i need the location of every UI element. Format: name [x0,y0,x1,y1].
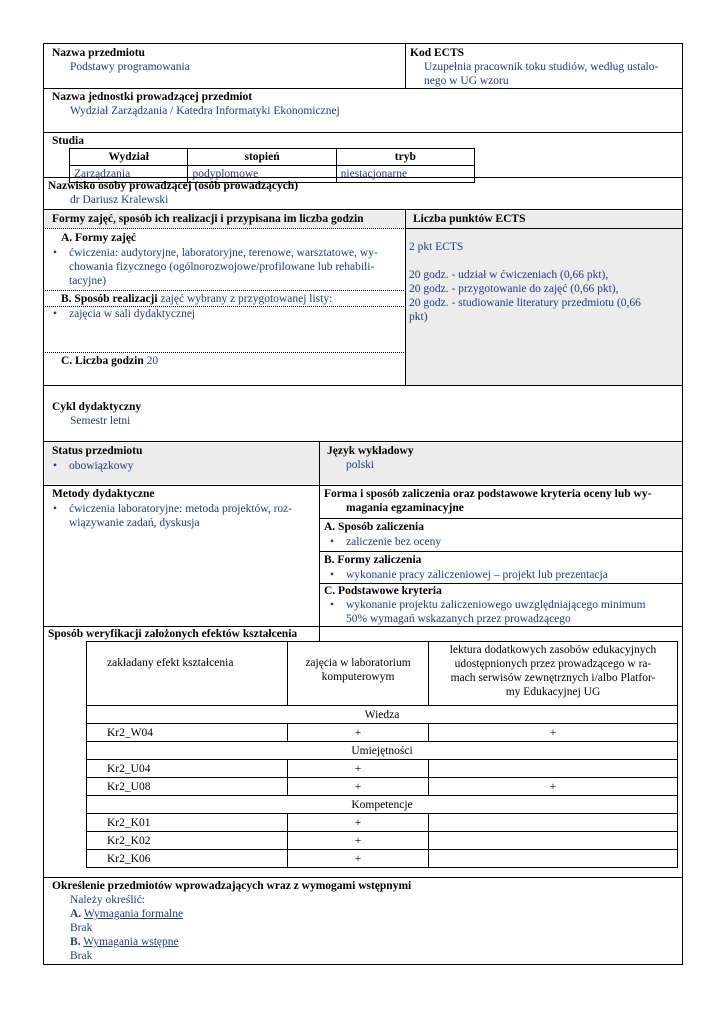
reading-mark [429,850,678,868]
divider [44,88,682,89]
forms-a-item: • ćwiczenia: audytoryjne, laboratoryjne, terenowe, warsztatowe, wy- chowania fizycznego (ogólnorozwojowe/profilowane lub rehabili- tacyjne) [69,246,399,288]
effect-code: Kr2_K01 [87,814,288,832]
language-label: Język wykładowy [327,445,414,457]
divider [406,228,682,229]
effect-code: Kr2_K06 [87,850,288,868]
verification-section-skills: Umiejętności [87,742,678,760]
lab-mark: + [288,778,429,796]
prerequisites-a: A. Wymagania formalne [70,908,184,920]
ects-label: Liczba punktów ECTS [413,213,526,225]
divider [44,385,682,386]
table-row [87,850,678,868]
reading-mark [429,814,678,832]
forms-a-label: A. Formy zajęć [61,232,137,244]
verification-section-knowledge: Wiedza [87,706,678,724]
assessment-a-value: • zaliczenie bez oceny [346,535,441,549]
ects-hours-1: 20 godz. - udział w ćwiczeniach (0,66 pkt), [409,269,609,281]
reading-mark: + [429,724,678,742]
reading-mark [429,760,678,778]
ects-hours-3: 20 godz. - studiowanie literatury przedmiotu (0,66 [409,297,641,309]
status-value: • obowiązkowy [69,459,134,473]
ects-hours-4: pkt) [409,311,428,323]
ects-code-value-cont: nego w UG wzoru [424,75,509,87]
lab-mark: + [288,814,429,832]
forms-b-row [61,292,332,306]
studies-header-faculty: Wydział [70,149,188,166]
lab-mark: + [288,832,429,850]
initial-requirements-link[interactable]: Wymagania wstępne [83,936,179,948]
prerequisites-intro: Należy określić: [70,894,146,906]
assessment-c-label: C. Podstawowe kryteria [324,585,442,597]
table-row [87,760,678,778]
divider [44,485,682,486]
status-label: Status przedmiotu [52,445,143,457]
divider [45,228,404,229]
reading-mark [429,832,678,850]
effect-code: Kr2_W04 [87,724,288,742]
forms-b-item: • zajęcia w sali dydaktycznej [69,307,195,321]
studies-header-degree: stopień [188,149,336,166]
effect-code: Kr2_K02 [87,832,288,850]
formal-requirements-link[interactable]: Wymagania formalne [83,908,184,920]
effect-code: Kr2_U04 [87,760,288,778]
divider [44,441,682,442]
ects-code-value: Uzupełnia pracownik toku studiów, według ustalo- [424,61,659,73]
assessment-c-value: • wykonanie projektu zaliczeniowego uwzględniającego minimum 50% wymagań wskazanych przez prowadzącego [346,598,646,626]
assessment-a-label: A. Sposób zaliczenia [324,521,424,533]
ects-hours-2: 20 godz. - przygotowanie do zajęć (0,66 pkt), [409,283,619,295]
ects-points: 2 pkt ECTS [409,241,464,253]
prerequisites-b-value: Brak [70,950,93,962]
divider [319,442,320,642]
divider [405,44,406,88]
assessment-label-cont: magania egzaminacyjne [346,502,464,514]
lab-mark: + [288,724,429,742]
studies-header-mode: tryb [336,149,474,166]
prerequisites-b: B. Wymagania wstępne [70,936,179,948]
forms-c-value: 20 [146,355,159,367]
reading-mark: + [429,778,678,796]
divider [44,132,682,133]
forms-label: Formy zajęć, sposób ich realizacji i przypisana im liczba godzin [52,213,364,225]
lab-mark: + [288,850,429,868]
assessment-label: Forma i sposób zaliczenia oraz podstawowe kryteria oceny lub wy- [324,488,652,500]
divider [45,352,404,353]
cycle-label: Cykl dydaktyczny [52,401,142,413]
forms-c-label: C. Liczba godzin [61,355,144,367]
lecturer-label: Nazwisko osoby prowadzącej (osób prowadzących) [48,180,299,192]
studies-label: Studia [52,135,84,147]
subject-name-label: Nazwa przedmiotu [52,47,145,59]
verification-col-reading: lektura dodatkowych zasobów edukacyjnych udostępnionych przez prowadzącego w ra- mach serwisów zewnętrznych i/albo Platfor- my Edukacyjnej UG [429,642,678,706]
language-value: polski [346,459,375,471]
divider [45,290,404,291]
verification-section-competences: Kompetencje [87,796,678,814]
methods-label: Metody dydaktyczne [52,488,155,500]
divider [405,210,406,385]
lecturer-value: dr Dariusz Kralewski [70,194,169,206]
assessment-b-value: • wykonanie pracy zaliczeniowej – projekt lub prezentacja [346,568,608,582]
divider [320,551,682,552]
unit-label: Nazwa jednostki prowadzącej przedmiot [52,91,253,103]
assessment-b-label: B. Formy zaliczenia [324,554,422,566]
table-row [87,778,678,796]
prerequisites-a-value: Brak [70,922,93,934]
table-row [87,814,678,832]
forms-b-label: B. Sposób realizacji [61,293,158,305]
divider [320,518,682,519]
forms-c-row [61,354,158,368]
verification-table [86,641,678,868]
verification-col-effect: zakładany efekt kształcenia [87,642,288,706]
studies-faculty-value: Zarządzania [70,166,188,183]
divider [44,209,682,210]
subject-name-value: Podstawy programowania [70,61,190,73]
divider [44,177,682,178]
verification-col-lab: zajęcia w laboratorium komputerowym [288,642,429,706]
lab-mark: + [288,760,429,778]
verification-label: Sposób weryfikacji założonych efektów kształcenia [48,628,298,640]
table-row [87,724,678,742]
effect-code: Kr2_U08 [87,778,288,796]
table-row [87,832,678,850]
methods-item: • ćwiczenia laboratoryjne: metoda projektów, roz- wiązywanie zadań, dyskusja [69,502,292,530]
divider [44,877,682,878]
studies-mode-value: niestacjonarne [336,166,474,183]
cycle-value: Semestr letni [70,415,131,427]
studies-degree-value: podyplomowe [188,166,336,183]
prerequisites-label: Określenie przedmiotów wprowadzających wraz z wymogami wstępnymi [52,880,412,892]
unit-value: Wydział Zarządzania / Katedra Informatyki Ekonomicznej [70,105,340,117]
forms-b-hint: zajęć wybrany z przygotowanej listy: [160,293,333,305]
ects-code-label: Kod ECTS [410,47,465,59]
